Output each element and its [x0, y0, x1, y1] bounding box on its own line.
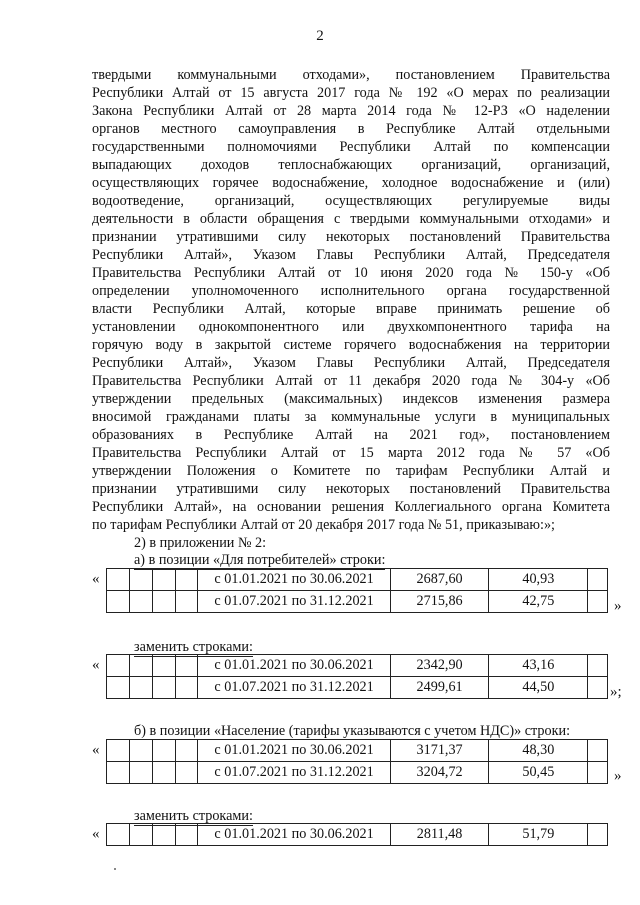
period-cell: с 01.01.2021 по 30.06.2021	[198, 569, 390, 591]
value-cell: 2499,61	[390, 677, 489, 699]
period-cell: с 01.07.2021 по 31.12.2021	[198, 677, 390, 699]
period-cell: с 01.01.2021 по 30.06.2021	[198, 655, 390, 677]
value-cell: 2687,60	[390, 569, 489, 591]
value-cell: 3204,72	[390, 762, 489, 784]
paragraph-line: власти Республики Алтай, которые вправе принимать решение об	[92, 301, 610, 317]
quote-close-2: »	[614, 768, 622, 784]
value-cell: 2342,90	[390, 655, 489, 677]
empty-cell	[175, 569, 198, 591]
period-cell: с 01.07.2021 по 31.12.2021	[198, 762, 390, 784]
paragraph-line: горячую воду в закрытой системе горячего водоснабжения на территории	[92, 337, 610, 353]
scan-speck	[114, 868, 116, 870]
paragraph-line: водоотведение, организаций, осуществляющих регулируемые виды	[92, 193, 610, 209]
body-paragraph	[92, 66, 610, 534]
empty-cell	[588, 569, 608, 591]
value-cell: 2715,86	[390, 591, 489, 613]
paragraph-line: Правительства Республики Алтай от 11 декабря 2020 года № 304-у «Об	[92, 373, 610, 389]
empty-cell	[588, 824, 608, 846]
paragraph-line: признании утратившими силу некоторых постановлений Правительства	[92, 229, 610, 245]
replace-label-2-text: заменить строками:	[134, 808, 253, 824]
quote-open-4: «	[92, 826, 100, 842]
paragraph-line: утверждении предельных (максимальных) индексов изменения размера	[92, 391, 610, 407]
paragraph-line: осуществляющих горячее водоснабжение, холодное водоснабжение и (или)	[92, 175, 610, 191]
empty-cell	[175, 740, 198, 762]
empty-cell	[588, 740, 608, 762]
value-cell: 3171,37	[390, 740, 489, 762]
empty-cell	[152, 740, 175, 762]
value-cell: 2811,48	[390, 824, 489, 846]
period-cell: с 01.01.2021 по 30.06.2021	[198, 824, 390, 846]
empty-cell	[175, 824, 198, 846]
quote-open-2: «	[92, 657, 100, 673]
paragraph-line: образованиях в Республике Алтай на 2021 год», постановлением	[92, 427, 610, 443]
paragraph-line: Республики Алтай от 15 августа 2017 года № 192 «О мерах по реализации	[92, 85, 610, 101]
table-b-new	[106, 823, 608, 846]
empty-cell	[152, 824, 175, 846]
subitem-a-text: а) в позиции «Для потребителей» строки:	[134, 552, 386, 568]
paragraph-line: признании утратившими силу некоторых постановлений Правительства	[92, 481, 610, 497]
table-row	[107, 655, 608, 677]
empty-cell	[152, 762, 175, 784]
empty-cell	[152, 591, 175, 613]
paragraph-line: Правительства Республики Алтай от 15 марта 2012 года № 57 «Об	[92, 445, 610, 461]
empty-cell	[107, 677, 130, 699]
paragraph-line: утверждении Положения о Комитете по тарифам Республики Алтай и	[92, 463, 610, 479]
empty-cell	[129, 824, 152, 846]
empty-cell	[588, 591, 608, 613]
paragraph-line: Республики Алтай», Указом Главы Республики Алтай, Председателя	[92, 247, 610, 263]
empty-cell	[152, 655, 175, 677]
quote-open-1: «	[92, 571, 100, 587]
paragraph-line: Правительства Республики Алтай от 10 июня 2020 года № 150-у «Об	[92, 265, 610, 281]
table-row	[107, 740, 608, 762]
table-a-old	[106, 568, 608, 613]
paragraph-line: органов местного самоуправления в Республике Алтай отдельными	[92, 121, 610, 137]
paragraph-line: Республики Алтай», на основании решения Коллегиального органа Комитета	[92, 499, 610, 515]
empty-cell	[107, 655, 130, 677]
table-a-new	[106, 654, 608, 699]
page-number: 2	[316, 28, 324, 44]
quote-open-3: «	[92, 742, 100, 758]
empty-cell	[152, 569, 175, 591]
empty-cell	[588, 655, 608, 677]
paragraph-line: по тарифам Республики Алтай от 20 декабря 2017 года № 51, приказываю:»;	[92, 517, 555, 533]
value-cell: 44,50	[489, 677, 588, 699]
paragraph-line: Закона Республики Алтай от 28 марта 2014 года № 12-РЗ «О наделении	[92, 103, 610, 119]
empty-cell	[129, 677, 152, 699]
paragraph-line: вносимой гражданами платы за коммунальные услуги в муниципальных	[92, 409, 610, 425]
empty-cell	[152, 677, 175, 699]
subitem-b-heading: б) в позиции «Население (тарифы указываются с учетом НДС)» строки:	[134, 723, 571, 739]
empty-cell	[129, 762, 152, 784]
table-row	[107, 591, 608, 613]
empty-cell	[107, 591, 130, 613]
paragraph-line: определении уполномоченного исполнительного органа государственной	[92, 283, 610, 299]
value-cell: 42,75	[489, 591, 588, 613]
paragraph-line: твердыми коммунальными отходами», постановлением Правительства	[92, 67, 610, 83]
table-row	[107, 569, 608, 591]
paragraph-line: деятельности в области обращения с твердыми коммунальными отходами» и	[92, 211, 610, 227]
empty-cell	[129, 740, 152, 762]
item-2-heading: 2) в приложении № 2:	[134, 535, 267, 551]
value-cell: 40,93	[489, 569, 588, 591]
empty-cell	[129, 569, 152, 591]
empty-cell	[129, 655, 152, 677]
value-cell: 50,45	[489, 762, 588, 784]
table-b-old	[106, 739, 608, 784]
period-cell: с 01.07.2021 по 31.12.2021	[198, 591, 390, 613]
value-cell: 48,30	[489, 740, 588, 762]
empty-cell	[175, 762, 198, 784]
table-row	[107, 677, 608, 699]
empty-cell	[107, 740, 130, 762]
paragraph-line: Республики Алтай», Указом Главы Республики Алтай, Председателя	[92, 355, 610, 371]
empty-cell	[175, 677, 198, 699]
empty-cell	[588, 677, 608, 699]
value-cell: 43,16	[489, 655, 588, 677]
paragraph-line: установлении однокомпонентного или двухкомпонентного тарифа на	[92, 319, 610, 335]
empty-cell	[588, 762, 608, 784]
period-cell: с 01.01.2021 по 30.06.2021	[198, 740, 390, 762]
paragraph-line: государственными полномочиями Республики Алтай по компенсации	[92, 139, 610, 155]
table-row	[107, 824, 608, 846]
quote-close-semicolon: »;	[610, 684, 622, 700]
quote-close-1: »	[614, 598, 622, 614]
empty-cell	[107, 824, 130, 846]
empty-cell	[107, 569, 130, 591]
table-row	[107, 762, 608, 784]
empty-cell	[175, 655, 198, 677]
replace-label-1-text: заменить строками:	[134, 639, 253, 655]
empty-cell	[107, 762, 130, 784]
empty-cell	[129, 591, 152, 613]
paragraph-line: выпадающих доходов теплоснабжающих организаций, организаций,	[92, 157, 610, 173]
value-cell: 51,79	[489, 824, 588, 846]
empty-cell	[175, 591, 198, 613]
